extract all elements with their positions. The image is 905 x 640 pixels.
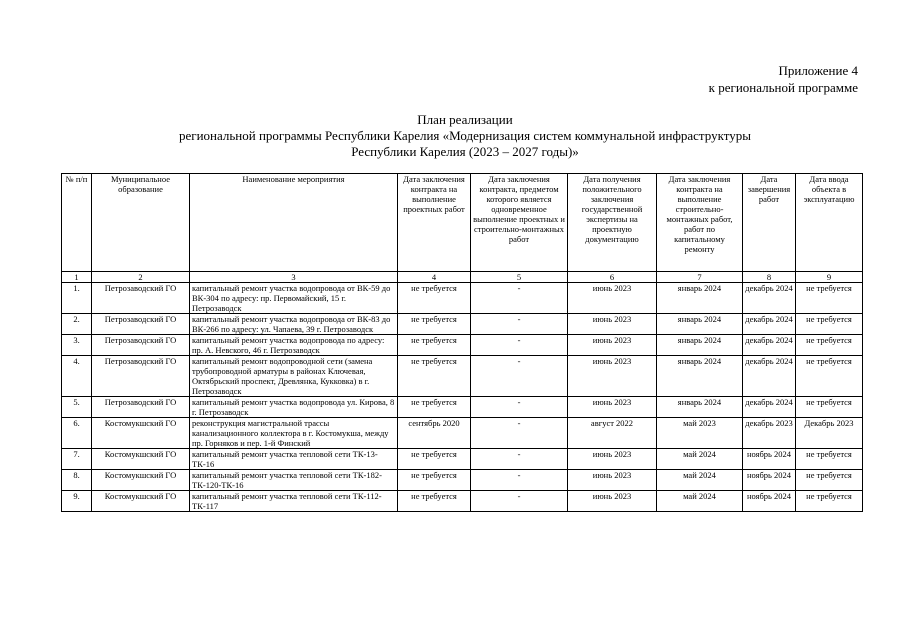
table-row bbox=[62, 470, 863, 491]
cell-design-contract-date: не требуется bbox=[398, 491, 471, 512]
column-number: 5 bbox=[471, 272, 568, 283]
cell-municipality: Костомукшский ГО bbox=[92, 449, 190, 470]
cell-design-contract-date: не требуется bbox=[398, 470, 471, 491]
table-row bbox=[62, 449, 863, 470]
cell-completion-date: декабрь 2023 bbox=[743, 418, 796, 449]
header-expertise-date: Дата получения положительного заключения государственной экспертизы на проектную документацию bbox=[568, 174, 657, 272]
header-municipality: Муниципальное образование bbox=[92, 174, 190, 272]
cell-number: 6. bbox=[62, 418, 92, 449]
cell-design-contract-date: сентябрь 2020 bbox=[398, 418, 471, 449]
cell-construction-contract-date: май 2024 bbox=[657, 449, 743, 470]
cell-construction-contract-date: январь 2024 bbox=[657, 356, 743, 397]
table-row bbox=[62, 356, 863, 397]
cell-combined-contract-date: - bbox=[471, 314, 568, 335]
table-row bbox=[62, 314, 863, 335]
cell-activity: капитальный ремонт участка тепловой сети ТК-182-ТК-120-ТК-16 bbox=[190, 470, 398, 491]
plan-title-line-2: региональной программы Республики Карелия «Модернизация систем коммунальной инфраструктуры bbox=[178, 128, 751, 143]
cell-number: 5. bbox=[62, 397, 92, 418]
cell-completion-date: декабрь 2024 bbox=[743, 283, 796, 314]
cell-municipality: Костомукшский ГО bbox=[92, 491, 190, 512]
cell-municipality: Петрозаводский ГО bbox=[92, 397, 190, 418]
cell-commissioning-date: не требуется bbox=[796, 397, 863, 418]
cell-activity: капитальный ремонт участка водопровода от ВК-59 до ВК-304 по адресу: пр. Первомайский, 15 г. Петрозаводск bbox=[190, 283, 398, 314]
cell-expertise-date: июнь 2023 bbox=[568, 356, 657, 397]
cell-expertise-date: июнь 2023 bbox=[568, 335, 657, 356]
header-completion-date: Дата завершения работ bbox=[743, 174, 796, 272]
plan-title-line-1: План реализации bbox=[417, 112, 513, 127]
cell-municipality: Костомукшский ГО bbox=[92, 470, 190, 491]
header-construction-contract-date: Дата заключения контракта на выполнение строительно-монтажных работ, работ по капитальному ремонту bbox=[657, 174, 743, 272]
cell-commissioning-date: не требуется bbox=[796, 335, 863, 356]
cell-combined-contract-date: - bbox=[471, 283, 568, 314]
cell-completion-date: ноябрь 2024 bbox=[743, 491, 796, 512]
column-number: 4 bbox=[398, 272, 471, 283]
cell-activity: капитальный ремонт участка водопровода по адресу: пр. А. Невского, 46 г. Петрозаводск bbox=[190, 335, 398, 356]
cell-completion-date: ноябрь 2024 bbox=[743, 449, 796, 470]
cell-commissioning-date: Декабрь 2023 bbox=[796, 418, 863, 449]
plan-title bbox=[150, 112, 780, 160]
cell-expertise-date: август 2022 bbox=[568, 418, 657, 449]
cell-design-contract-date: не требуется bbox=[398, 449, 471, 470]
cell-combined-contract-date: - bbox=[471, 356, 568, 397]
cell-expertise-date: июнь 2023 bbox=[568, 314, 657, 335]
cell-expertise-date: июнь 2023 bbox=[568, 397, 657, 418]
cell-expertise-date: июнь 2023 bbox=[568, 449, 657, 470]
cell-activity: реконструкция магистральной трассы канализационного коллектора в г. Костомукша, между пр. Горняков и пер. 1-й Финский bbox=[190, 418, 398, 449]
table-row bbox=[62, 335, 863, 356]
cell-activity: капитальный ремонт участка тепловой сети ТК-13-ТК-16 bbox=[190, 449, 398, 470]
column-number: 1 bbox=[62, 272, 92, 283]
header-activity: Наименование мероприятия bbox=[190, 174, 398, 272]
cell-combined-contract-date: - bbox=[471, 491, 568, 512]
cell-number: 2. bbox=[62, 314, 92, 335]
column-number: 3 bbox=[190, 272, 398, 283]
cell-municipality: Петрозаводский ГО bbox=[92, 356, 190, 397]
table-row bbox=[62, 283, 863, 314]
cell-design-contract-date: не требуется bbox=[398, 314, 471, 335]
cell-commissioning-date: не требуется bbox=[796, 314, 863, 335]
cell-municipality: Костомукшский ГО bbox=[92, 418, 190, 449]
appendix-reference: к региональной программе bbox=[708, 80, 858, 95]
cell-combined-contract-date: - bbox=[471, 449, 568, 470]
cell-completion-date: декабрь 2024 bbox=[743, 356, 796, 397]
cell-expertise-date: июнь 2023 bbox=[568, 283, 657, 314]
plan-title-line-3: Республики Карелия (2023 – 2027 годы)» bbox=[351, 144, 579, 159]
column-number: 6 bbox=[568, 272, 657, 283]
cell-expertise-date: июнь 2023 bbox=[568, 491, 657, 512]
cell-activity: капитальный ремонт участка водопровода от ВК-83 до ВК-266 по адресу: ул. Чапаева, 39 г. Петрозаводск bbox=[190, 314, 398, 335]
table-row bbox=[62, 418, 863, 449]
appendix-number: Приложение 4 bbox=[778, 63, 858, 78]
cell-completion-date: декабрь 2024 bbox=[743, 314, 796, 335]
cell-municipality: Петрозаводский ГО bbox=[92, 335, 190, 356]
cell-expertise-date: июнь 2023 bbox=[568, 470, 657, 491]
cell-number: 8. bbox=[62, 470, 92, 491]
cell-construction-contract-date: май 2024 bbox=[657, 470, 743, 491]
table-row bbox=[62, 397, 863, 418]
header-number: № п/п bbox=[62, 174, 92, 272]
cell-activity: капитальный ремонт водопроводной сети (замена трубопроводной арматуры в районах Ключевая, Октябрьский проспект, Древлянка, Кукковка) в г. Петрозаводск bbox=[190, 356, 398, 397]
table-header-row bbox=[62, 174, 863, 272]
cell-municipality: Петрозаводский ГО bbox=[92, 283, 190, 314]
cell-design-contract-date: не требуется bbox=[398, 397, 471, 418]
cell-number: 9. bbox=[62, 491, 92, 512]
appendix-note bbox=[709, 62, 858, 96]
column-number: 9 bbox=[796, 272, 863, 283]
cell-completion-date: декабрь 2024 bbox=[743, 397, 796, 418]
cell-construction-contract-date: январь 2024 bbox=[657, 397, 743, 418]
cell-construction-contract-date: май 2023 bbox=[657, 418, 743, 449]
cell-combined-contract-date: - bbox=[471, 397, 568, 418]
cell-commissioning-date: не требуется bbox=[796, 449, 863, 470]
cell-construction-contract-date: май 2024 bbox=[657, 491, 743, 512]
cell-commissioning-date: не требуется bbox=[796, 283, 863, 314]
cell-activity: капитальный ремонт участка водопровода ул. Кирова, 8 г. Петрозаводск bbox=[190, 397, 398, 418]
cell-number: 7. bbox=[62, 449, 92, 470]
column-number: 7 bbox=[657, 272, 743, 283]
cell-combined-contract-date: - bbox=[471, 470, 568, 491]
cell-municipality: Петрозаводский ГО bbox=[92, 314, 190, 335]
cell-design-contract-date: не требуется bbox=[398, 356, 471, 397]
cell-commissioning-date: не требуется bbox=[796, 356, 863, 397]
cell-design-contract-date: не требуется bbox=[398, 283, 471, 314]
cell-design-contract-date: не требуется bbox=[398, 335, 471, 356]
cell-activity: капитальный ремонт участка тепловой сети ТК-112-ТК-117 bbox=[190, 491, 398, 512]
cell-commissioning-date: не требуется bbox=[796, 491, 863, 512]
cell-number: 1. bbox=[62, 283, 92, 314]
cell-construction-contract-date: январь 2024 bbox=[657, 314, 743, 335]
cell-combined-contract-date: - bbox=[471, 418, 568, 449]
cell-number: 3. bbox=[62, 335, 92, 356]
cell-completion-date: ноябрь 2024 bbox=[743, 470, 796, 491]
column-number: 2 bbox=[92, 272, 190, 283]
column-number: 8 bbox=[743, 272, 796, 283]
header-combined-contract-date: Дата заключения контракта, предметом которого является одновременное выполнение проектных и строительно-монтажных работ bbox=[471, 174, 568, 272]
plan-table bbox=[61, 173, 863, 512]
cell-combined-contract-date: - bbox=[471, 335, 568, 356]
cell-construction-contract-date: январь 2024 bbox=[657, 335, 743, 356]
cell-number: 4. bbox=[62, 356, 92, 397]
header-commissioning-date: Дата ввода объекта в эксплуатацию bbox=[796, 174, 863, 272]
cell-completion-date: декабрь 2024 bbox=[743, 335, 796, 356]
cell-construction-contract-date: январь 2024 bbox=[657, 283, 743, 314]
column-number-row bbox=[62, 272, 863, 283]
cell-commissioning-date: не требуется bbox=[796, 470, 863, 491]
header-design-contract-date: Дата заключения контракта на выполнение проектных работ bbox=[398, 174, 471, 272]
table-row bbox=[62, 491, 863, 512]
